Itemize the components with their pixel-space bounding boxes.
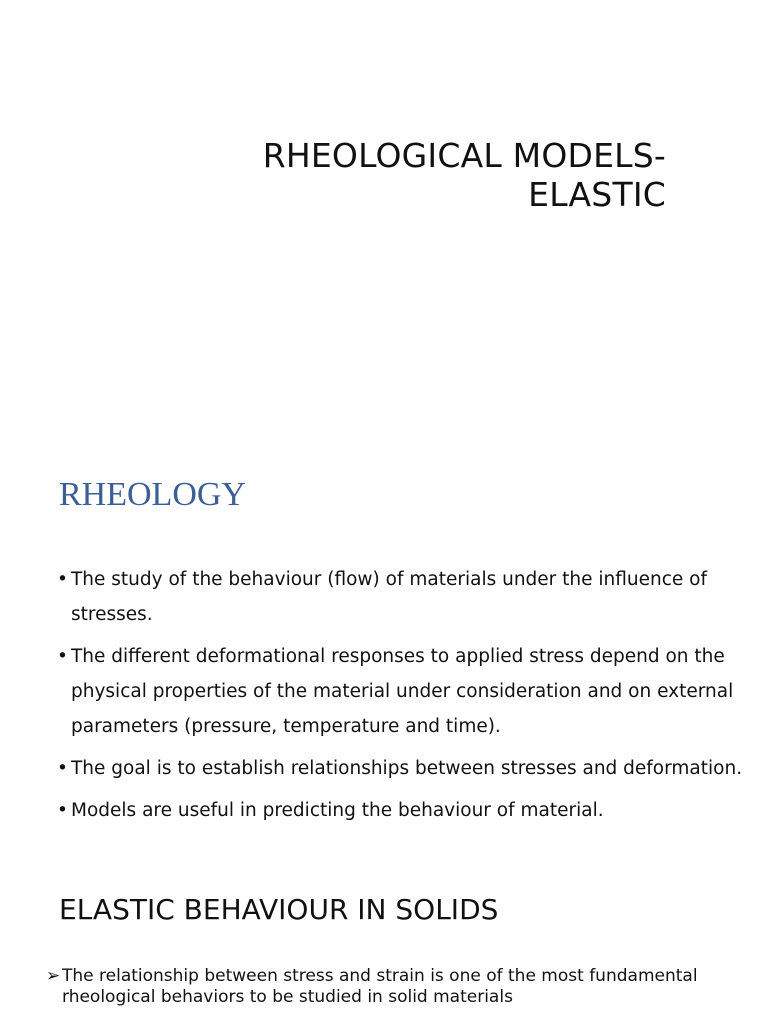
bullet-text: The goal is to establish relationships between stresses and deformation. xyxy=(71,758,743,779)
bullet-item xyxy=(57,562,742,632)
bullet-dot-icon: • xyxy=(57,569,68,590)
slide-title xyxy=(263,136,666,214)
slide-title-line-1: RHEOLOGICAL MODELS- xyxy=(262,136,666,175)
bullet-dot-icon: • xyxy=(57,800,68,821)
slide-title-line-2: ELASTIC xyxy=(528,175,666,214)
rheology-slide xyxy=(0,430,768,850)
arrow-bullet-text: The relationship between stress and strain is one of the most fundamental rheological behaviors to be studied in solid materials xyxy=(62,966,698,1007)
elastic-behaviour-slide xyxy=(0,850,768,1024)
title-slide xyxy=(0,0,768,430)
rheology-bullet-list xyxy=(57,562,742,835)
bullet-dot-icon: • xyxy=(57,758,68,779)
bullet-text: The study of the behaviour (flow) of materials under the influence of stresses. xyxy=(71,569,708,625)
bullet-text: Models are useful in predicting the behaviour of material. xyxy=(71,800,604,821)
arrow-bullet-icon: ➢ xyxy=(46,966,61,986)
elastic-heading: ELASTIC BEHAVIOUR IN SOLIDS xyxy=(59,893,499,926)
bullet-text: The different deformational responses to applied stress depend on the physical properties of the material under consideration and on external parameters (pressure, temperature and time). xyxy=(71,646,734,737)
bullet-dot-icon: • xyxy=(57,646,68,667)
bullet-item xyxy=(57,751,742,786)
arrow-bullet-item xyxy=(46,966,746,1008)
rheology-heading: RHEOLOGY xyxy=(59,476,246,513)
bullet-item xyxy=(57,639,742,744)
bullet-item xyxy=(57,793,742,828)
